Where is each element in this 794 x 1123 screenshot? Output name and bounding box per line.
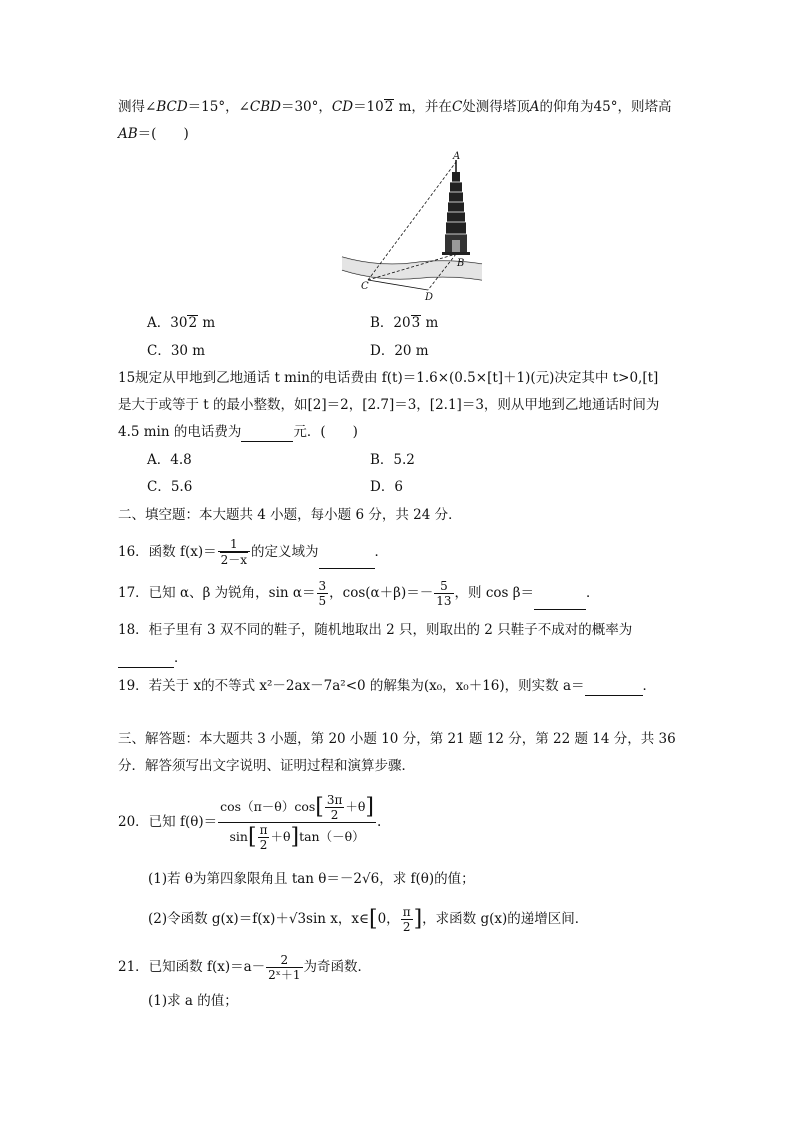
q15-line3: 4.5 min 的电话费为 元．( ) <box>118 424 358 440</box>
q19: 19．若关于 x的不等式 x²－2ax－7a²<0 的解集为(x₀，x₀＋16)，则实数 a＝ ． <box>118 678 656 694</box>
q21-part1: (1)求 a 的值； <box>148 993 238 1009</box>
label-B: B <box>457 258 465 269</box>
label-D: D <box>425 292 434 303</box>
q18-line1: 18．柜子里有 3 双不同的鞋子，随机地取出 2 只，则取出的 2 只鞋子不成对的概率为 <box>118 622 633 638</box>
q15-line1: 15规定从甲地到乙地通话 t min的电话费由 f(t)＝1.6×(0.5×[t]＋1)(元)决定其中 t>0,[t] <box>118 370 659 386</box>
q15-option-d: D．6 <box>370 479 403 495</box>
section-3-heading-line2: 分．解答须写出文字说明、证明过程和演算步骤． <box>118 758 415 774</box>
q15-option-b: B．5.2 <box>370 452 415 468</box>
q18-line2: ． <box>118 648 188 668</box>
section-2-heading: 二、填空题：本大题共 4 小题，每小题 6 分，共 24 分． <box>118 507 462 523</box>
pagoda-icon <box>441 160 471 255</box>
label-A: A <box>453 151 461 162</box>
q15-line2: 是大于或等于 t 的最小整数，如[2]＝2，[2.7]＝3，[2.1]＝3，则从甲地到乙地通话时间为 <box>118 397 660 413</box>
q14-line1: 测得∠BCD＝15°，∠CBD＝30°，CD＝102 m，并在C处测得塔顶A的仰角为45°，则塔高 <box>118 99 672 115</box>
q14-option-c: C．30 m <box>147 343 206 359</box>
q21: 21．已知函数 f(x)＝a－ $\frac{2}{\text{2ˣ＋1}}$ 为奇函数． <box>118 953 372 982</box>
q14-option-b: B．203 m <box>370 315 439 331</box>
section-3-heading-line1: 三、解答题：本大题共 3 小题，第 20 小题 10 分，第 21 题 12 分，第 22 题 14 分，共 36 <box>118 731 676 747</box>
sqrt-2: 2 <box>384 99 394 115</box>
q16: 16．函数 f(x)＝ $\frac{1}{2-x}$ 的定义域为 ． <box>118 537 389 567</box>
q20: 20．已知 f(θ)＝ cos（π－θ）cos[ $\frac{3\pi}{2}$ ＋θ] sin[ $\frac{\pi}{2}$ ＋θ]tan（－θ） . <box>118 793 382 852</box>
q14-line2: AB＝( ) <box>118 126 189 142</box>
label-C: C <box>361 281 369 292</box>
q20-part2: (2)令函数 g(x)＝f(x)＋√3sin x，x∈[0， $\frac{\pi}{2}$ ]，求函数 g(x)的递增区间． <box>148 905 589 934</box>
q20-part1: (1)若 θ为第四象限角且 tan θ＝－2√6，求 f(θ)的值； <box>148 871 475 887</box>
q14-option-d: D．20 m <box>370 343 429 359</box>
tower-figure <box>330 150 490 305</box>
q15-option-c: C．5.6 <box>147 479 193 495</box>
q15-option-a: A．4.8 <box>147 452 192 468</box>
q14-option-a: A．302 m <box>147 315 216 331</box>
q17: 17．已知 α、β 为锐角，sin α＝ $\frac{3}{5}$ ，cos(α＋β)＝－ $\frac{5}{13}$ ，则 cos β＝ ． <box>118 579 600 608</box>
